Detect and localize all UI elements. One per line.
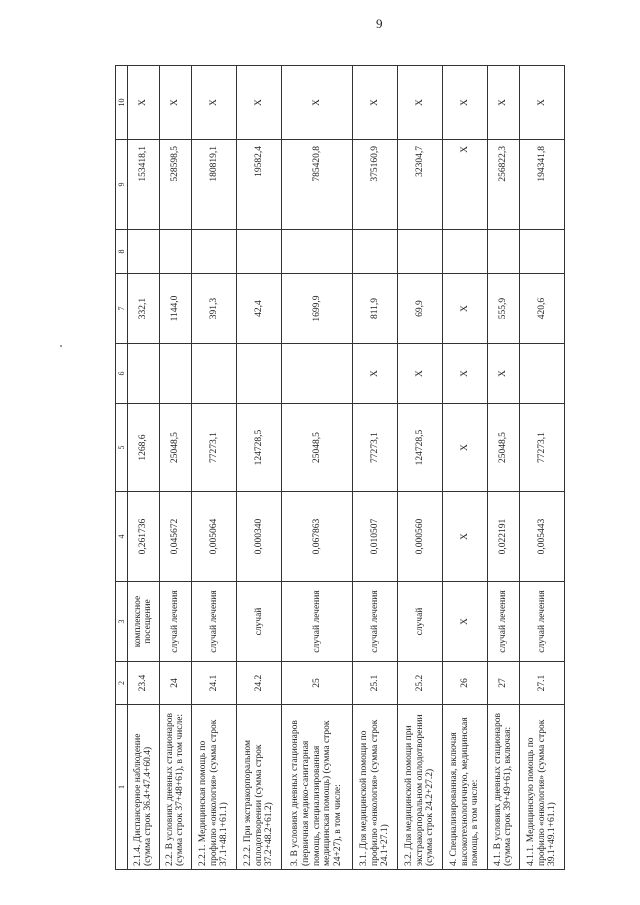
- amount-cell: 19582,4: [236, 140, 281, 230]
- cost-cell: 25048,5: [281, 404, 352, 492]
- column-number: 5: [116, 404, 128, 492]
- amount-cell: 256822,3: [487, 140, 519, 230]
- col8-cell: [487, 230, 519, 274]
- cost-cell: 25048,5: [487, 404, 519, 492]
- row-name-cell: 2.2.2. При экстракорпоральном оплодотворении (сумма строк 37.2+48.2+61.2): [236, 705, 281, 870]
- column-number: 8: [116, 230, 128, 274]
- col10-cell: X: [191, 66, 236, 140]
- row-code-cell: 25: [281, 662, 352, 705]
- col8-cell: [281, 230, 352, 274]
- table-row: [128, 66, 160, 870]
- volume-cell: 0,261736: [128, 492, 160, 582]
- amount-cell: 32304,7: [397, 140, 442, 230]
- col10-cell: X: [159, 66, 191, 140]
- volume-cell: 0,045672: [159, 492, 191, 582]
- col8-cell: [128, 230, 160, 274]
- amount-cell: 375160,9: [352, 140, 397, 230]
- col10-cell: X: [442, 66, 487, 140]
- amount-cell: 194341,8: [519, 140, 564, 230]
- rotated-table-wrapper: [115, 66, 565, 870]
- row-name-cell: 2.2. В условиях дневных стационаров (сумма строк 37+48+61), в том числе:: [159, 705, 191, 870]
- column-number: 6: [116, 344, 128, 404]
- column-number: 7: [116, 274, 128, 344]
- col6-cell: X: [487, 344, 519, 404]
- col6-cell: X: [442, 344, 487, 404]
- unit-cell: случай лечения: [352, 582, 397, 662]
- row-code-cell: 24.1: [191, 662, 236, 705]
- unit-cell: случай лечения: [159, 582, 191, 662]
- column-number: 2: [116, 662, 128, 705]
- row-code-cell: 25.1: [352, 662, 397, 705]
- cost-cell: 25048,5: [159, 404, 191, 492]
- col10-cell: X: [128, 66, 160, 140]
- table-row: [236, 66, 281, 870]
- col7-cell: 811,9: [352, 274, 397, 344]
- col10-cell: X: [487, 66, 519, 140]
- col6-cell: X: [352, 344, 397, 404]
- col8-cell: [191, 230, 236, 274]
- volume-cell: 0,010507: [352, 492, 397, 582]
- column-number: 1: [116, 705, 128, 870]
- col8-cell: [159, 230, 191, 274]
- col10-cell: X: [236, 66, 281, 140]
- row-code-cell: 27.1: [519, 662, 564, 705]
- col8-cell: [236, 230, 281, 274]
- col7-cell: 69,9: [397, 274, 442, 344]
- column-number: 10: [116, 66, 128, 140]
- unit-cell: случай: [236, 582, 281, 662]
- row-code-cell: 25.2: [397, 662, 442, 705]
- column-number: 9: [116, 140, 128, 230]
- cost-cell: 1268,6: [128, 404, 160, 492]
- volume-cell: 0,000340: [236, 492, 281, 582]
- col6-cell: [159, 344, 191, 404]
- col10-cell: X: [281, 66, 352, 140]
- row-name-cell: 3. В условиях дневных стационаров (первичная медико-санитарная помощь, специализированная медицинская помощь) (сумма строк 24+27), в том числе:: [281, 705, 352, 870]
- volume-cell: 0,005064: [191, 492, 236, 582]
- unit-cell: X: [442, 582, 487, 662]
- volume-cell: 0,067863: [281, 492, 352, 582]
- col10-cell: X: [519, 66, 564, 140]
- row-name-cell: 3.1. Для медицинской помощи по профилю «онкология» (сумма строк 24.1+27.1): [352, 705, 397, 870]
- cost-cell: 77273,1: [352, 404, 397, 492]
- data-table: [115, 65, 565, 870]
- rotated-table-frame: [115, 66, 565, 870]
- amount-cell: 153418,1: [128, 140, 160, 230]
- unit-cell: случай лечения: [191, 582, 236, 662]
- column-number-row: [116, 66, 128, 870]
- table-row: [519, 66, 564, 870]
- row-name-cell: 3.2. Для медицинской помощи при экстракорпоральном оплодотворении (сумма строк 24.2+27.2): [397, 705, 442, 870]
- col8-cell: [397, 230, 442, 274]
- column-number: 4: [116, 492, 128, 582]
- volume-cell: 0,022191: [487, 492, 519, 582]
- scan-speck: [60, 345, 62, 347]
- col7-cell: 391,3: [191, 274, 236, 344]
- col7-cell: X: [442, 274, 487, 344]
- cost-cell: 124728,5: [236, 404, 281, 492]
- col8-cell: [519, 230, 564, 274]
- row-name-cell: 2.1.4. Диспансерное наблюдение (сумма строк 36.4+47.4+60.4): [128, 705, 160, 870]
- col7-cell: 555,9: [487, 274, 519, 344]
- cost-cell: 77273,1: [519, 404, 564, 492]
- cost-cell: 77273,1: [191, 404, 236, 492]
- amount-cell: 528598,5: [159, 140, 191, 230]
- row-name-cell: 2.2.1. Медицинская помощь по профилю «онкология» (сумма строк 37.1+48.1+61.1): [191, 705, 236, 870]
- amount-cell: X: [442, 140, 487, 230]
- column-number: 3: [116, 582, 128, 662]
- table-row: [191, 66, 236, 870]
- col6-cell: [191, 344, 236, 404]
- col6-cell: [281, 344, 352, 404]
- cost-cell: X: [442, 404, 487, 492]
- col6-cell: [236, 344, 281, 404]
- col6-cell: [128, 344, 160, 404]
- table-row: [487, 66, 519, 870]
- unit-cell: случай лечения: [487, 582, 519, 662]
- row-name-cell: 4.1. В условиях дневных стационаров (сумма строк 39+49+61), включая:: [487, 705, 519, 870]
- row-code-cell: 26: [442, 662, 487, 705]
- amount-cell: 785420,8: [281, 140, 352, 230]
- col6-cell: [519, 344, 564, 404]
- table-row: [442, 66, 487, 870]
- row-name-cell: 4. Специализированная, включая высокотехнологичную, медицинская помощь, в том числе:: [442, 705, 487, 870]
- col7-cell: 42,4: [236, 274, 281, 344]
- col7-cell: 1144,0: [159, 274, 191, 344]
- volume-cell: 0,005443: [519, 492, 564, 582]
- volume-cell: X: [442, 492, 487, 582]
- col6-cell: X: [397, 344, 442, 404]
- col7-cell: 332,1: [128, 274, 160, 344]
- unit-cell: случай лечения: [519, 582, 564, 662]
- page-number: 9: [376, 16, 383, 31]
- row-name-cell: 4.1.1. Медицинскую помощь по профилю «онкология» (сумма строк 39.1+49.1+61.1): [519, 705, 564, 870]
- col7-cell: 1699,9: [281, 274, 352, 344]
- amount-cell: 180819,1: [191, 140, 236, 230]
- col8-cell: [352, 230, 397, 274]
- cost-cell: 124728,5: [397, 404, 442, 492]
- row-code-cell: 24: [159, 662, 191, 705]
- row-code-cell: 24.2: [236, 662, 281, 705]
- table-row: [352, 66, 397, 870]
- unit-cell: комплексное посещение: [128, 582, 160, 662]
- col10-cell: X: [397, 66, 442, 140]
- table-row: [397, 66, 442, 870]
- table-row: [159, 66, 191, 870]
- col10-cell: X: [352, 66, 397, 140]
- unit-cell: случай: [397, 582, 442, 662]
- col8-cell: [442, 230, 487, 274]
- table-row: [281, 66, 352, 870]
- volume-cell: 0,000560: [397, 492, 442, 582]
- col7-cell: 420,6: [519, 274, 564, 344]
- row-code-cell: 27: [487, 662, 519, 705]
- unit-cell: случай лечения: [281, 582, 352, 662]
- row-code-cell: 23.4: [128, 662, 160, 705]
